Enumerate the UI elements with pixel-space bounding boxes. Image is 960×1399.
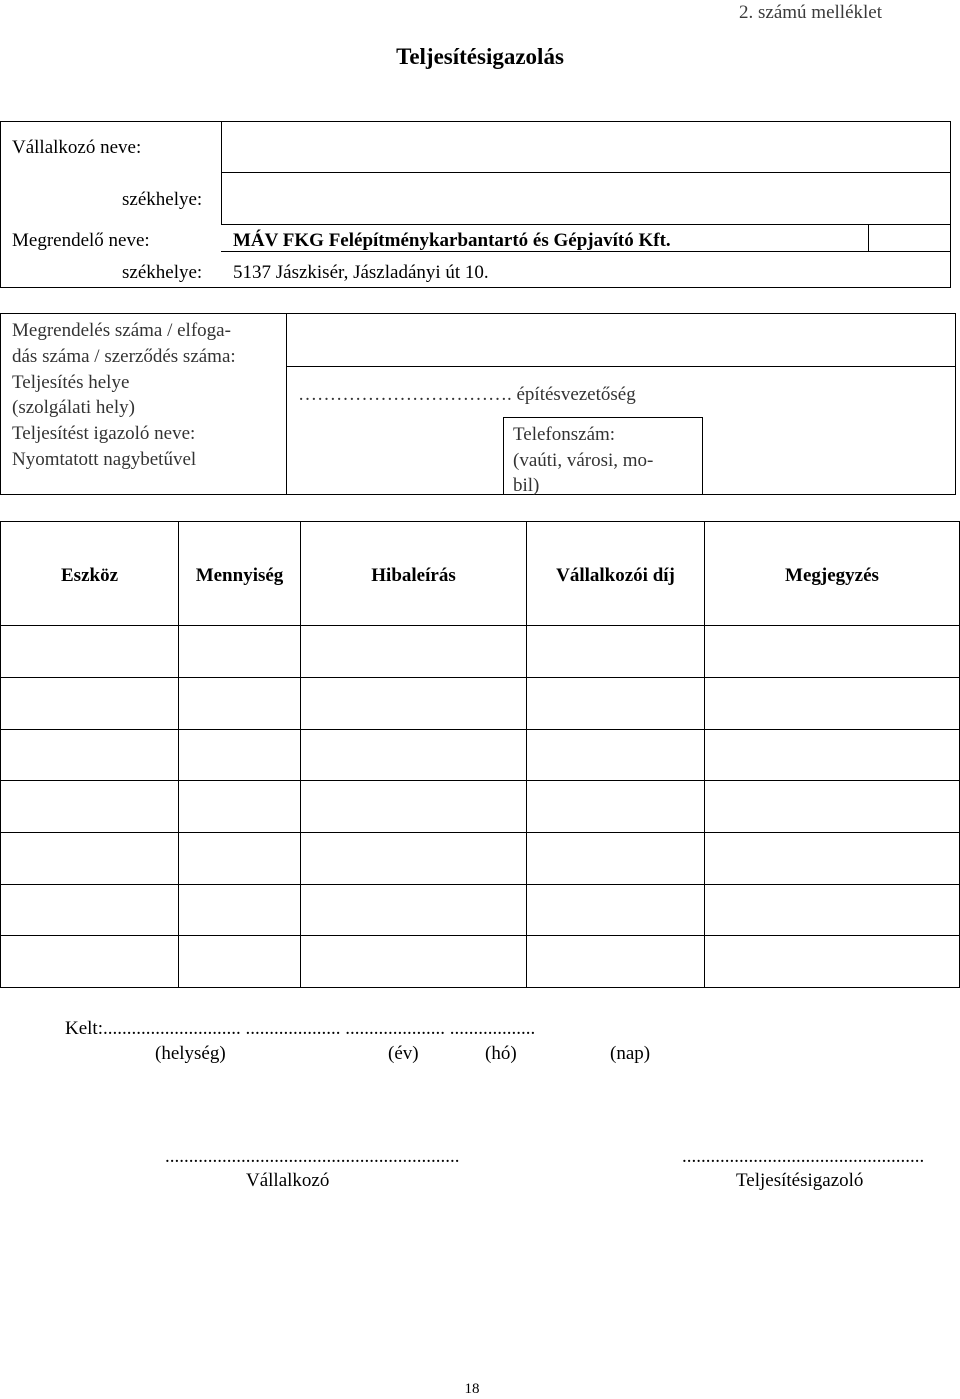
header-table-divider — [221, 121, 222, 225]
page-number: 18 — [464, 1381, 480, 1397]
items-table-row-line — [0, 729, 960, 730]
order-table-bottom-border — [0, 494, 956, 495]
column-header-device: Eszköz — [61, 565, 118, 586]
date-year-caption: (év) — [388, 1043, 419, 1064]
date-day-caption: (nap) — [610, 1043, 651, 1064]
client-seat-value: 5137 Jászkisér, Jászladányi út 10. — [233, 262, 489, 283]
items-table-row-line — [0, 780, 960, 781]
items-table-column-divider — [526, 521, 527, 988]
order-table-line — [286, 366, 956, 367]
order-table-divider — [503, 417, 504, 495]
date-place-caption: (helység) — [155, 1043, 226, 1064]
header-table-bottom-border — [0, 287, 951, 288]
header-table-top-border — [0, 121, 951, 122]
phone-label-1: Telefonszám: — [513, 424, 616, 445]
order-table-divider — [286, 313, 287, 495]
items-table-row-line — [0, 625, 960, 626]
order-number-label-1: Megrendelés száma / elfoga- — [12, 320, 231, 341]
order-table-left-border — [0, 313, 1, 495]
items-table-row-line — [0, 832, 960, 833]
column-header-fault: Hibaleírás — [371, 565, 456, 586]
date-line: Kelt:............................. .................... ..................... .................. — [65, 1018, 536, 1039]
items-table-top-border — [0, 521, 960, 522]
items-table-row-line — [0, 884, 960, 885]
order-table-right-border — [955, 313, 956, 495]
certifier-signature-label: Teljesítésigazoló — [736, 1170, 864, 1191]
client-name-label: Megrendelő neve: — [12, 230, 150, 251]
column-header-notes: Megjegyzés — [785, 565, 879, 586]
header-table-right-border — [950, 121, 951, 288]
header-table-divider — [868, 224, 869, 252]
column-header-quantity: Mennyiség — [195, 565, 284, 586]
items-table-bottom-border — [0, 987, 960, 988]
certifier-label-1: Teljesítést igazoló neve: — [12, 423, 196, 444]
client-seat-label: székhelye: — [122, 262, 203, 283]
column-header-fee: Vállalkozói díj — [556, 565, 675, 586]
certifier-label-2: Nyomtatott nagybetűvel — [12, 449, 197, 470]
header-table-line — [221, 224, 951, 225]
contractor-signature-line: .............................................................. — [165, 1146, 460, 1167]
items-table-left-border — [0, 521, 1, 988]
order-table-divider — [702, 417, 703, 495]
order-table-top-border — [0, 313, 956, 314]
certifier-signature-line: ................................................... — [682, 1146, 925, 1167]
items-table-column-divider — [300, 521, 301, 988]
phone-label-2: (vaúti, városi, mo- — [513, 450, 654, 471]
contractor-seat-label: székhelye: — [122, 189, 203, 210]
phone-label-3: bil) — [513, 475, 540, 496]
date-month-caption: (hó) — [485, 1043, 517, 1064]
items-table-row-line — [0, 935, 960, 936]
place-value: ……………………………. építésvezetőség — [298, 384, 636, 405]
place-label-1: Teljesítés helye — [12, 372, 130, 393]
header-table-line — [221, 172, 951, 173]
contractor-name-label: Vállalkozó neve: — [12, 137, 142, 158]
contractor-signature-label: Vállalkozó — [246, 1170, 330, 1191]
document-title: Teljesítésigazolás — [396, 44, 564, 69]
items-table-column-divider — [178, 521, 179, 988]
client-name-value: MÁV FKG Felépítménykarbantartó és Gépjavító Kft. — [233, 230, 671, 251]
annex-label: 2. számú melléklet — [739, 2, 882, 23]
place-label-2: (szolgálati hely) — [12, 397, 135, 418]
header-table-left-border — [0, 121, 1, 288]
order-number-label-2: dás száma / szerződés száma: — [12, 346, 236, 367]
order-table-line — [503, 417, 703, 418]
items-table-row-line — [0, 677, 960, 678]
items-table-column-divider — [704, 521, 705, 988]
